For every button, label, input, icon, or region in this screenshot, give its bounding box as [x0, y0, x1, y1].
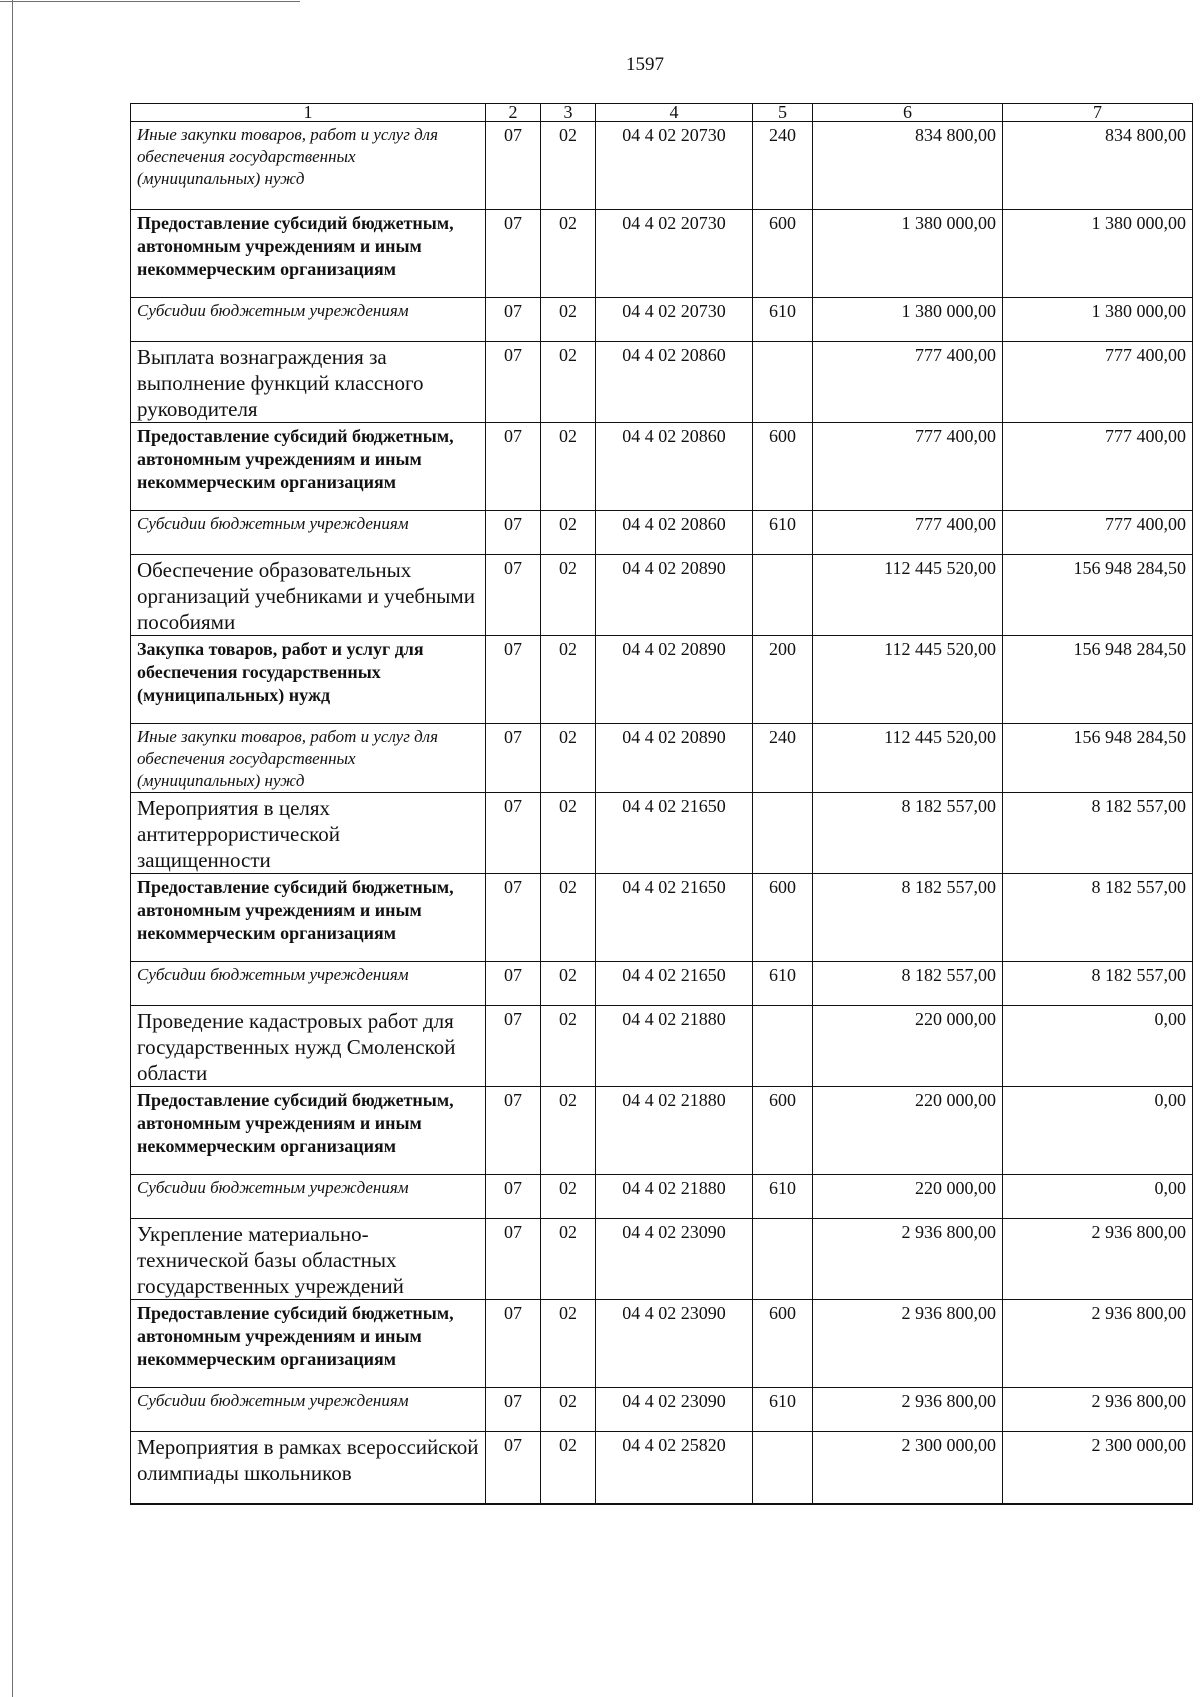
row-name: Закупка товаров, работ и услуг для обеспечения государственных (муниципальных) нужд — [131, 636, 486, 724]
row-name: Мероприятия в рамках всероссийской олимпиады школьников — [131, 1432, 486, 1504]
cell-subsection: 02 — [541, 724, 596, 793]
cell-expense-type: 240 — [753, 122, 813, 210]
cell-amount-2: 2 936 800,00 — [1003, 1388, 1193, 1432]
cell-amount-1: 777 400,00 — [813, 423, 1003, 511]
cell-amount-2: 156 948 284,50 — [1003, 555, 1193, 636]
row-name: Предоставление субсидий бюджетным, автономным учреждениям и иным некоммерческим организациям — [131, 874, 486, 962]
table-row — [131, 511, 1193, 555]
table-row — [131, 423, 1193, 511]
cell-expense-type: 610 — [753, 511, 813, 555]
cell-section: 07 — [486, 122, 541, 210]
cell-expense-type — [753, 555, 813, 636]
cell-expense-type: 610 — [753, 298, 813, 342]
cell-amount-1: 2 936 800,00 — [813, 1219, 1003, 1300]
row-name: Субсидии бюджетным учреждениям — [131, 1388, 486, 1432]
cell-expense-type — [753, 793, 813, 874]
cell-expense-type: 610 — [753, 962, 813, 1006]
cell-expense-type: 600 — [753, 210, 813, 298]
cell-subsection: 02 — [541, 1175, 596, 1219]
cell-section: 07 — [486, 555, 541, 636]
cell-subsection: 02 — [541, 1432, 596, 1504]
table-row — [131, 1432, 1193, 1504]
row-name: Проведение кадастровых работ для государственных нужд Смоленской области — [131, 1006, 486, 1087]
cell-target-code: 04 4 02 21880 — [596, 1175, 753, 1219]
cell-section: 07 — [486, 1219, 541, 1300]
cell-amount-1: 112 445 520,00 — [813, 724, 1003, 793]
cell-amount-1: 1 380 000,00 — [813, 210, 1003, 298]
table-row — [131, 298, 1193, 342]
row-name: Предоставление субсидий бюджетным, автономным учреждениям и иным некоммерческим организациям — [131, 210, 486, 298]
cell-section: 07 — [486, 636, 541, 724]
column-header: 4 — [596, 104, 753, 122]
cell-subsection: 02 — [541, 1388, 596, 1432]
table-row — [131, 962, 1193, 1006]
cell-section: 07 — [486, 298, 541, 342]
cell-target-code: 04 4 02 20860 — [596, 423, 753, 511]
cell-target-code: 04 4 02 21650 — [596, 874, 753, 962]
cell-target-code: 04 4 02 20860 — [596, 511, 753, 555]
row-name: Предоставление субсидий бюджетным, автономным учреждениям и иным некоммерческим организациям — [131, 1087, 486, 1175]
cell-target-code: 04 4 02 23090 — [596, 1388, 753, 1432]
row-name: Субсидии бюджетным учреждениям — [131, 298, 486, 342]
table-row — [131, 555, 1193, 636]
table-row — [131, 1300, 1193, 1388]
cell-expense-type: 600 — [753, 874, 813, 962]
cell-section: 07 — [486, 1087, 541, 1175]
cell-amount-2: 2 936 800,00 — [1003, 1300, 1193, 1388]
cell-amount-2: 156 948 284,50 — [1003, 636, 1193, 724]
cell-amount-2: 8 182 557,00 — [1003, 874, 1193, 962]
table-row — [131, 1219, 1193, 1300]
cell-amount-1: 777 400,00 — [813, 342, 1003, 423]
row-name: Субсидии бюджетным учреждениям — [131, 511, 486, 555]
cell-amount-2: 2 300 000,00 — [1003, 1432, 1193, 1504]
table-row — [131, 1388, 1193, 1432]
cell-subsection: 02 — [541, 423, 596, 511]
cell-section: 07 — [486, 793, 541, 874]
cell-expense-type — [753, 1432, 813, 1504]
header-row — [131, 104, 1193, 122]
column-header: 1 — [131, 104, 486, 122]
cell-amount-2: 0,00 — [1003, 1087, 1193, 1175]
cell-amount-2: 777 400,00 — [1003, 342, 1193, 423]
table-row — [131, 1175, 1193, 1219]
column-header: 6 — [813, 104, 1003, 122]
table-row — [131, 793, 1193, 874]
budget-table — [130, 103, 1193, 1505]
table-row — [131, 342, 1193, 423]
cell-subsection: 02 — [541, 298, 596, 342]
cell-amount-1: 8 182 557,00 — [813, 874, 1003, 962]
row-name: Субсидии бюджетным учреждениям — [131, 962, 486, 1006]
cell-amount-2: 0,00 — [1003, 1175, 1193, 1219]
cell-amount-2: 156 948 284,50 — [1003, 724, 1193, 793]
cell-section: 07 — [486, 423, 541, 511]
cell-target-code: 04 4 02 20860 — [596, 342, 753, 423]
cell-amount-1: 112 445 520,00 — [813, 636, 1003, 724]
cell-subsection: 02 — [541, 636, 596, 724]
cell-section: 07 — [486, 1175, 541, 1219]
row-name: Обеспечение образовательных организаций учебниками и учебными пособиями — [131, 555, 486, 636]
row-name: Укрепление материально-технической базы областных государственных учреждений — [131, 1219, 486, 1300]
column-header: 5 — [753, 104, 813, 122]
cell-section: 07 — [486, 342, 541, 423]
cell-amount-2: 777 400,00 — [1003, 511, 1193, 555]
cell-amount-1: 777 400,00 — [813, 511, 1003, 555]
cell-amount-1: 2 936 800,00 — [813, 1300, 1003, 1388]
cell-subsection: 02 — [541, 1300, 596, 1388]
table-row — [131, 1006, 1193, 1087]
page-number: 1597 — [626, 54, 664, 75]
cell-amount-2: 8 182 557,00 — [1003, 793, 1193, 874]
table-row — [131, 874, 1193, 962]
cell-subsection: 02 — [541, 1219, 596, 1300]
table-row — [131, 1087, 1193, 1175]
column-header: 3 — [541, 104, 596, 122]
cell-section: 07 — [486, 210, 541, 298]
cell-expense-type: 600 — [753, 1087, 813, 1175]
cell-section: 07 — [486, 1432, 541, 1504]
cell-section: 07 — [486, 1300, 541, 1388]
cell-expense-type: 200 — [753, 636, 813, 724]
cell-target-code: 04 4 02 20730 — [596, 210, 753, 298]
cell-section: 07 — [486, 962, 541, 1006]
cell-subsection: 02 — [541, 874, 596, 962]
cell-target-code: 04 4 02 20730 — [596, 298, 753, 342]
cell-section: 07 — [486, 511, 541, 555]
row-name: Иные закупки товаров, работ и услуг для обеспечения государственных (муниципальных) нужд — [131, 724, 486, 793]
row-name: Субсидии бюджетным учреждениям — [131, 1175, 486, 1219]
cell-amount-2: 834 800,00 — [1003, 122, 1193, 210]
cell-subsection: 02 — [541, 210, 596, 298]
cell-amount-1: 2 300 000,00 — [813, 1432, 1003, 1504]
cell-target-code: 04 4 02 25820 — [596, 1432, 753, 1504]
row-name: Иные закупки товаров, работ и услуг для обеспечения государственных (муниципальных) нужд — [131, 122, 486, 210]
cell-expense-type — [753, 1006, 813, 1087]
cell-target-code: 04 4 02 21650 — [596, 962, 753, 1006]
cell-target-code: 04 4 02 23090 — [596, 1300, 753, 1388]
cell-amount-1: 220 000,00 — [813, 1175, 1003, 1219]
cell-subsection: 02 — [541, 511, 596, 555]
cell-target-code: 04 4 02 21880 — [596, 1087, 753, 1175]
cell-target-code: 04 4 02 20890 — [596, 724, 753, 793]
scan-edge-top — [0, 1, 300, 2]
cell-expense-type — [753, 342, 813, 423]
cell-section: 07 — [486, 724, 541, 793]
cell-expense-type: 600 — [753, 1300, 813, 1388]
cell-expense-type: 610 — [753, 1388, 813, 1432]
cell-expense-type — [753, 1219, 813, 1300]
cell-section: 07 — [486, 1006, 541, 1087]
cell-section: 07 — [486, 874, 541, 962]
cell-subsection: 02 — [541, 793, 596, 874]
cell-subsection: 02 — [541, 1006, 596, 1087]
cell-target-code: 04 4 02 21650 — [596, 793, 753, 874]
cell-subsection: 02 — [541, 1087, 596, 1175]
cell-amount-2: 0,00 — [1003, 1006, 1193, 1087]
cell-amount-1: 8 182 557,00 — [813, 793, 1003, 874]
cell-amount-2: 8 182 557,00 — [1003, 962, 1193, 1006]
table-row — [131, 210, 1193, 298]
cell-amount-1: 1 380 000,00 — [813, 298, 1003, 342]
row-name: Мероприятия в целях антитеррористической защищенности — [131, 793, 486, 874]
row-name: Выплата вознаграждения за выполнение функций классного руководителя — [131, 342, 486, 423]
cell-target-code: 04 4 02 23090 — [596, 1219, 753, 1300]
cell-subsection: 02 — [541, 342, 596, 423]
cell-amount-2: 1 380 000,00 — [1003, 210, 1193, 298]
cell-amount-1: 8 182 557,00 — [813, 962, 1003, 1006]
cell-expense-type: 600 — [753, 423, 813, 511]
table-row — [131, 636, 1193, 724]
scan-edge-left — [12, 0, 13, 1697]
cell-section: 07 — [486, 1388, 541, 1432]
cell-target-code: 04 4 02 20890 — [596, 636, 753, 724]
cell-amount-1: 220 000,00 — [813, 1006, 1003, 1087]
cell-subsection: 02 — [541, 962, 596, 1006]
cell-target-code: 04 4 02 21880 — [596, 1006, 753, 1087]
cell-amount-1: 834 800,00 — [813, 122, 1003, 210]
cell-expense-type: 610 — [753, 1175, 813, 1219]
cell-target-code: 04 4 02 20890 — [596, 555, 753, 636]
cell-expense-type: 240 — [753, 724, 813, 793]
cell-amount-1: 220 000,00 — [813, 1087, 1003, 1175]
table-row — [131, 122, 1193, 210]
table-row — [131, 724, 1193, 793]
cell-subsection: 02 — [541, 122, 596, 210]
cell-amount-1: 2 936 800,00 — [813, 1388, 1003, 1432]
row-name: Предоставление субсидий бюджетным, автономным учреждениям и иным некоммерческим организациям — [131, 1300, 486, 1388]
cell-amount-2: 777 400,00 — [1003, 423, 1193, 511]
column-header: 7 — [1003, 104, 1193, 122]
cell-target-code: 04 4 02 20730 — [596, 122, 753, 210]
cell-subsection: 02 — [541, 555, 596, 636]
row-name: Предоставление субсидий бюджетным, автономным учреждениям и иным некоммерческим организациям — [131, 423, 486, 511]
cell-amount-2: 2 936 800,00 — [1003, 1219, 1193, 1300]
cell-amount-2: 1 380 000,00 — [1003, 298, 1193, 342]
column-header: 2 — [486, 104, 541, 122]
cell-amount-1: 112 445 520,00 — [813, 555, 1003, 636]
